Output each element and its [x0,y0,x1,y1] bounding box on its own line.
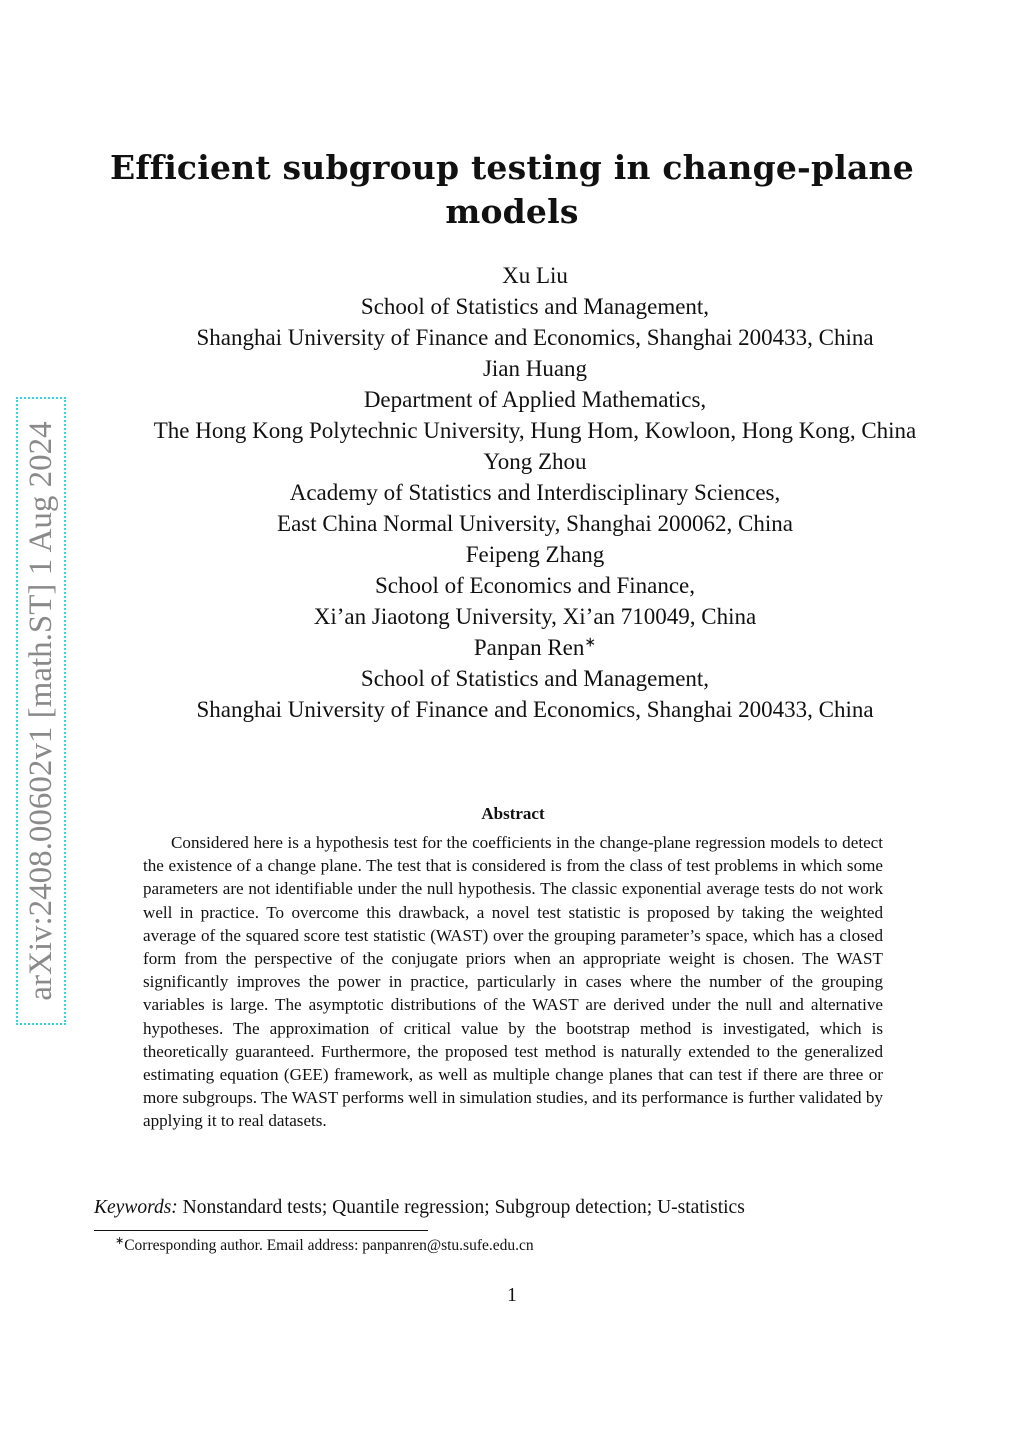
abstract-heading: Abstract [481,804,545,823]
abstract-body: Considered here is a hypothesis test for the coefficients in the change-plane regression models to detect the existence of a change plane. The test that is considered is from the class of test problems in which some parameters are not identifiable under the null hypothesis. The classic exponential average tests do not work well in practice. To overcome this drawback, a novel test statistic is proposed by taking the weighted average of the squared score test statistic (WAST) over the grouping parameter’s space, which has a closed form from the perspective of the conjugate priors when an appropriate weight is chosen. The WAST significantly improves the power in practice, particularly in cases where the number of the grouping variables is large. The asymptotic distributions of the WAST are derived under the null and alternative hypotheses. The approximation of critical value by the bootstrap method is investigated, which is theoretically guaranteed. Furthermore, the proposed test method is naturally extended to the generalized estimating equation (GEE) framework, as well as multiple change planes that can test if there are three or more subgroups. The WAST performs well in simulation studies, and its performance is further validated by applying it to real datasets. [143,833,883,1131]
author-name: Panpan Ren [473,635,585,660]
author-affiliation: Xi’an Jiaotong University, Xi’an 710049, China [313,604,757,629]
author-affiliation: The Hong Kong Polytechnic University, Hung Hom, Kowloon, Hong Kong, China [153,418,917,443]
keywords-label: Keywords: [94,1197,178,1218]
author-affiliation: School of Economics and Finance, [374,573,695,598]
footnote-divider [94,1230,428,1231]
author-affiliation: School of Statistics and Management, [360,294,710,319]
keywords-list: Nonstandard tests; Quantile regression; Subgroup detection; U-statistics [182,1197,745,1218]
author-affiliation: School of Statistics and Management, [360,666,710,691]
author-affiliation: Shanghai University of Finance and Economics, Shanghai 200433, China [196,325,874,350]
author-name: Yong Zhou [483,449,587,474]
paper-title-line-1: Efficient subgroup testing in change-plane [110,148,914,187]
author-name: Feipeng Zhang [465,542,605,567]
corresponding-author-line [60,632,1010,663]
author-name: Xu Liu [502,263,568,288]
page-number: 1 [507,1285,517,1306]
author-affiliation: Shanghai University of Finance and Economics, Shanghai 200433, China [196,697,874,722]
footnote [115,1236,915,1256]
author-block [60,260,1010,725]
author-affiliation: East China Normal University, Shanghai 200062, China [277,511,793,536]
paper-title [100,146,924,234]
author-name: Jian Huang [482,356,588,381]
footnote-text: Corresponding author. Email address: panpanren@stu.sufe.edu.cn [124,1237,534,1254]
arxiv-identifier: arXiv:2408.00602v1 [math.ST] 1 Aug 2024 [23,421,59,1001]
keywords [94,1196,954,1220]
corresponding-author-marker: ∗ [584,635,597,651]
paper-title-line-2: models [445,192,579,231]
arxiv-stamp [16,397,66,1025]
author-affiliation: Department of Applied Mathematics, [363,387,707,412]
footnote-marker: ∗ [115,1234,125,1247]
author-affiliation: Academy of Statistics and Interdisciplinary Sciences, [289,480,781,505]
